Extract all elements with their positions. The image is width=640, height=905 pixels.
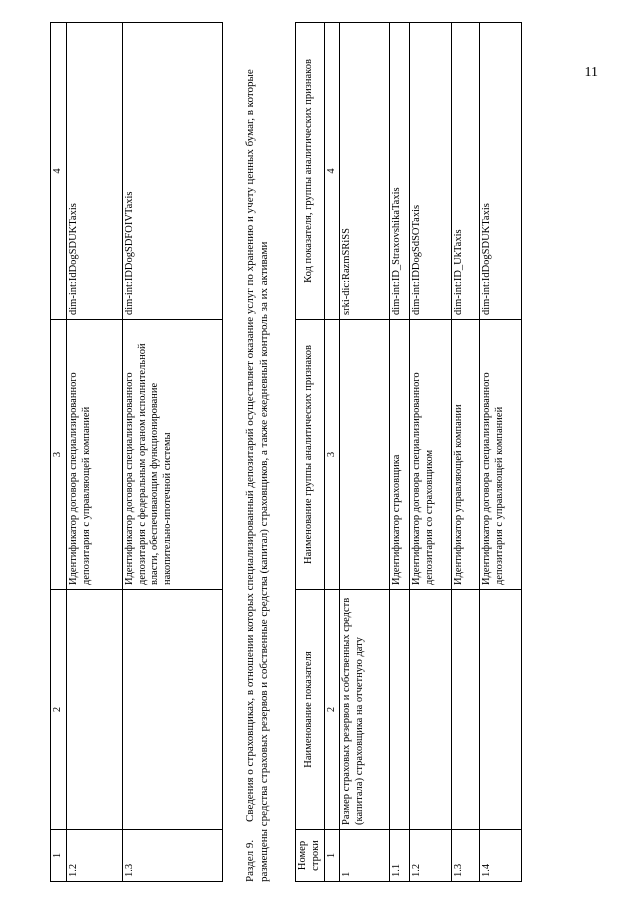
row-group: Идентификатор страховщика	[390, 320, 410, 590]
row-code: dim-int:ID_UkTaxis	[452, 23, 480, 320]
table-row	[390, 23, 410, 882]
header-indicator-name: Наименование показателя	[296, 590, 325, 830]
page-number: 11	[584, 65, 598, 80]
section-heading	[243, 22, 272, 882]
row-name	[480, 590, 522, 830]
rotated-page-content	[50, 22, 590, 882]
row-code: dim-int:IdDogSDUKTaxis	[480, 23, 522, 320]
col-index-3: 3	[324, 320, 340, 590]
col-index-2: 2	[51, 590, 67, 830]
row-number: 1.3	[122, 830, 222, 882]
row-group: Идентификатор договора специализированного депозитария с управляющей компанией	[66, 320, 122, 590]
row-group: Идентификатор управляющей компании	[452, 320, 480, 590]
col-index-1: 1	[51, 830, 67, 882]
table-row	[452, 23, 480, 882]
row-code: dim-int:IDDogSdSOTaxis	[410, 23, 452, 320]
row-number: 1.1	[390, 830, 410, 882]
row-number: 1.3	[452, 830, 480, 882]
row-group: Идентификатор договора специализированного депозитария с федеральным органом исполнительной власти, обеспечивающим функционирование накопительно-ипотечной системы	[122, 320, 222, 590]
row-name	[390, 590, 410, 830]
table-continuation	[50, 22, 223, 882]
row-name	[410, 590, 452, 830]
header-code: Код показателя, группы аналитических признаков	[296, 23, 325, 320]
section-9-table	[295, 22, 522, 882]
table-row	[410, 23, 452, 882]
row-group: Идентификатор договора специализированного депозитария с управляющей компанией	[480, 320, 522, 590]
table-index-row	[324, 23, 340, 882]
row-name	[452, 590, 480, 830]
row-number: 1	[340, 830, 390, 882]
header-group-name: Наименование группы аналитических признаков	[296, 320, 325, 590]
table-row	[122, 23, 222, 882]
table-index-row	[51, 23, 67, 882]
row-group: Идентификатор договора специализированного депозитария со страховщиком	[410, 320, 452, 590]
row-code: srki-dic:RazmSRiSS	[340, 23, 390, 320]
table-row	[480, 23, 522, 882]
col-index-2: 2	[324, 590, 340, 830]
col-index-4: 4	[324, 23, 340, 320]
header-row-number: Номер строки	[296, 830, 325, 882]
row-name	[66, 590, 122, 830]
col-index-3: 3	[51, 320, 67, 590]
row-code: dim-int:IDDogSDFOIVTaxis	[122, 23, 222, 320]
row-code: dim-int:ID_StraxovshikaTaxis	[390, 23, 410, 320]
col-index-4: 4	[51, 23, 67, 320]
row-number: 1.2	[410, 830, 452, 882]
table-header-row	[296, 23, 325, 882]
table-row	[340, 23, 390, 882]
row-group	[340, 320, 390, 590]
row-number: 1.2	[66, 830, 122, 882]
col-index-1: 1	[324, 830, 340, 882]
row-name	[122, 590, 222, 830]
section-label: Раздел 9.	[244, 839, 256, 882]
row-name: Размер страховых резервов и собственных средств (капитала) страховщика на отчетную дату	[340, 590, 390, 830]
section-text: Сведения о страховщиках, в отношении которых специализированный депозитарий осуществляет оказание услуг по хранению и учету ценных бумаг, в которые размещены средства страховых резервов и собственные средства (капитал) страховщиков, а также ежедневный контроль за их активами	[244, 69, 271, 882]
row-code: dim-int:IdDogSDUKTaxis	[66, 23, 122, 320]
table-row	[66, 23, 122, 882]
row-number: 1.4	[480, 830, 522, 882]
